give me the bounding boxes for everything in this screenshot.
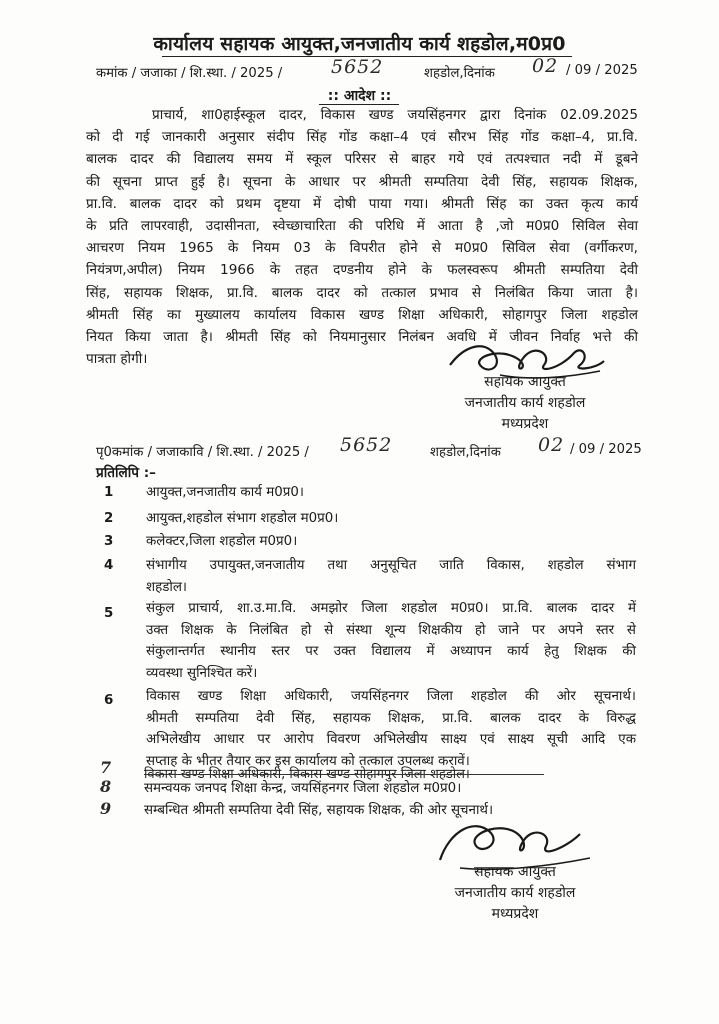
copy-place-date-label: शहडोल,दिनांक bbox=[430, 445, 501, 460]
list-item-number: 4 bbox=[104, 558, 114, 573]
signatory-designation: सहायक आयुक्त bbox=[484, 374, 566, 390]
office-title: कार्यालय सहायक आयुक्त,जनजातीय कार्य शहडोल,म0प्र0 bbox=[153, 33, 566, 55]
list-item: सम्बन्धित श्रीमती सम्पतिया देवी सिंह, सहायक शिक्षक, की ओर सूचनार्थ। bbox=[144, 803, 494, 818]
copy-date-day-handwritten: 02 bbox=[538, 434, 565, 456]
paragraph-line: बालक दादर की विद्यालय समय में स्कूल परिसर से बाहर गये एवं तत्पश्चात नदी में डूबने bbox=[86, 151, 638, 168]
paragraph-line: नियंत्रण,अपील) नियम 1966 के तहत दण्डनीय होने के फलस्वरूप श्रीमती सम्पतिया देवी bbox=[86, 262, 638, 279]
list-item-line: व्यवस्था सुनिश्चित करें। bbox=[146, 665, 258, 681]
paragraph-line: की सूचना प्राप्त हुई है। सूचना के आधार पर श्रीमती सम्पतिया देवी सिंह, सहायक शिक्षक, bbox=[86, 173, 638, 190]
paragraph-line: को दी गई जानकारी अनुसार संदीप सिंह गोंड कक्षा–4 एवं सौरभ सिंह गोंड कक्षा–4, प्रा.वि. bbox=[86, 129, 638, 146]
list-item-line: सप्ताह के भीतर तैयार कर इस कार्यालय को तत्काल उपलब्ध करावें। bbox=[146, 753, 470, 769]
copy-date-rest: / 09 / 2025 bbox=[570, 442, 642, 457]
paragraph-line: के प्रति लापरवाही, उदासीनता, स्वेच्छाचारिता की परिधि में आता है ,जो म0प्र0 सिविल सेवा bbox=[86, 218, 638, 235]
strike-through-line bbox=[144, 774, 544, 775]
order-date-day-handwritten: 02 bbox=[532, 55, 559, 77]
list-item-line: संभागीय उपायुक्त,जनजातीय तथा अनुसूचित जाति विकास, शहडोल संभाग bbox=[146, 558, 636, 573]
copy-reference: पृ0कमांक / जजाकावि / शि.स्था. / 2025 / bbox=[96, 445, 309, 460]
list-item: आयुक्त,जनजातीय कार्य म0प्र0। bbox=[146, 485, 304, 500]
paragraph-line: आचरण नियम 1965 के नियम 03 के विपरीत होने से म0प्र0 सिविल सेवा (वर्गीकरण, bbox=[86, 240, 638, 257]
list-item-number: 1 bbox=[104, 485, 114, 500]
signatory-state: मध्यप्रदेश bbox=[501, 416, 549, 432]
list-item-line: उक्त शिक्षक के निलंबित हो से संस्था शून्य शिक्षकीय हो जाने पर अपने स्तर से bbox=[146, 622, 636, 638]
list-item-number: 5 bbox=[104, 606, 114, 621]
paragraph-line: पात्रता होगी। bbox=[86, 351, 148, 368]
copy-heading: प्रतिलिपि :– bbox=[96, 465, 156, 481]
list-item: आयुक्त,शहडोल संभाग शहडोल म0प्र0। bbox=[146, 511, 339, 526]
list-item-number-handwritten: 7 bbox=[100, 758, 113, 777]
list-item-number: 2 bbox=[104, 511, 114, 526]
list-item bbox=[146, 598, 636, 684]
list-item bbox=[146, 686, 636, 772]
list-item-number-handwritten: 8 bbox=[100, 777, 113, 796]
copy-number-handwritten: 5652 bbox=[340, 434, 393, 456]
order-paragraph bbox=[86, 104, 638, 370]
order-place-date-label: शहडोल,दिनांक bbox=[424, 66, 495, 81]
list-item-line: विकास खण्ड शिक्षा अधिकारी, जयसिंहनगर जिला शहडोल की ओर सूचनार्थ। bbox=[146, 689, 636, 704]
list-item-line: संकुलान्तर्गत स्थानीय स्तर पर उक्त विद्यालय में अध्यापन कार्य हेतु शिक्षक की bbox=[146, 644, 636, 659]
signatory-designation: सहायक आयुक्त bbox=[474, 864, 556, 880]
order-reference: कमांक / जजाका / शि.स्था. / 2025 / bbox=[96, 66, 283, 81]
list-item-number-handwritten: 9 bbox=[100, 799, 113, 818]
list-item-line: अभिलेखीय आधार पर आरोप विवरण अभिलेखीय साक्ष्य एवं साक्ष्य सूची आदि एक bbox=[146, 732, 636, 747]
paragraph-line: प्रा.वि. बालक दादर को प्रथम दृष्टया में दोषी पाया गया। श्रीमती सिंह का उक्त कृत्य कार्य bbox=[86, 195, 638, 212]
list-item: कलेक्टर,जिला शहडोल म0प्र0। bbox=[146, 534, 298, 549]
list-item-number: 3 bbox=[104, 534, 114, 549]
list-item-handwritten: विकास खण्ड शिक्षा अधिकारी, विकास खण्ड सोहागपुर जिला शहडोल। bbox=[144, 767, 470, 782]
list-item-line: संकुल प्राचार्य, शा.उ.मा.वि. अमझोर जिला शहडोल म0प्र0। प्रा.वि. बालक दादर में bbox=[146, 601, 636, 616]
list-item-number: 6 bbox=[104, 693, 114, 708]
list-item: समन्वयक जनपद शिक्षा केन्द्र, जयसिंहनगर जिला शहडोल म0प्र0। bbox=[144, 781, 462, 796]
list-item bbox=[146, 555, 636, 598]
signature-block-1 bbox=[430, 372, 620, 435]
order-date-rest: / 09 / 2025 bbox=[566, 63, 638, 78]
paragraph-line: नियत किया जाता है। श्रीमती सिंह को नियमानुसार निलंबन अवधि में जीवन निर्वाह भत्ते की bbox=[86, 329, 638, 346]
list-item-line: शहडोल। bbox=[146, 579, 188, 595]
signatory-state: मध्यप्रदेश bbox=[491, 906, 539, 922]
signatory-department: जनजातीय कार्य शहडोल bbox=[464, 395, 586, 411]
paragraph-line: श्रीमती सिंह का मुख्यालय कार्यालय विकास खण्ड शिक्षा अधिकारी, सोहागपुर जिला शहडोल bbox=[86, 306, 638, 323]
signature-block-2 bbox=[420, 862, 610, 925]
order-heading: :: आदेश :: bbox=[327, 88, 392, 104]
paragraph-line: सिंह, सहायक शिक्षक, प्रा.वि. बालक दादर को तत्काल प्रभाव से निलंबित किया जाता है। bbox=[86, 284, 638, 301]
signatory-department: जनजातीय कार्य शहडोल bbox=[454, 885, 576, 901]
order-number-handwritten: 5652 bbox=[331, 56, 384, 78]
list-item-line: श्रीमती सम्पतिया देवी सिंह, सहायक शिक्षक, प्रा.वि. बालक दादर के विरुद्ध bbox=[146, 710, 636, 726]
paragraph-line: प्राचार्य, शा0हाईस्कूल दादर, विकास खण्ड जयसिंहनगर द्वारा दिनांक 02.09.2025 bbox=[152, 107, 638, 123]
